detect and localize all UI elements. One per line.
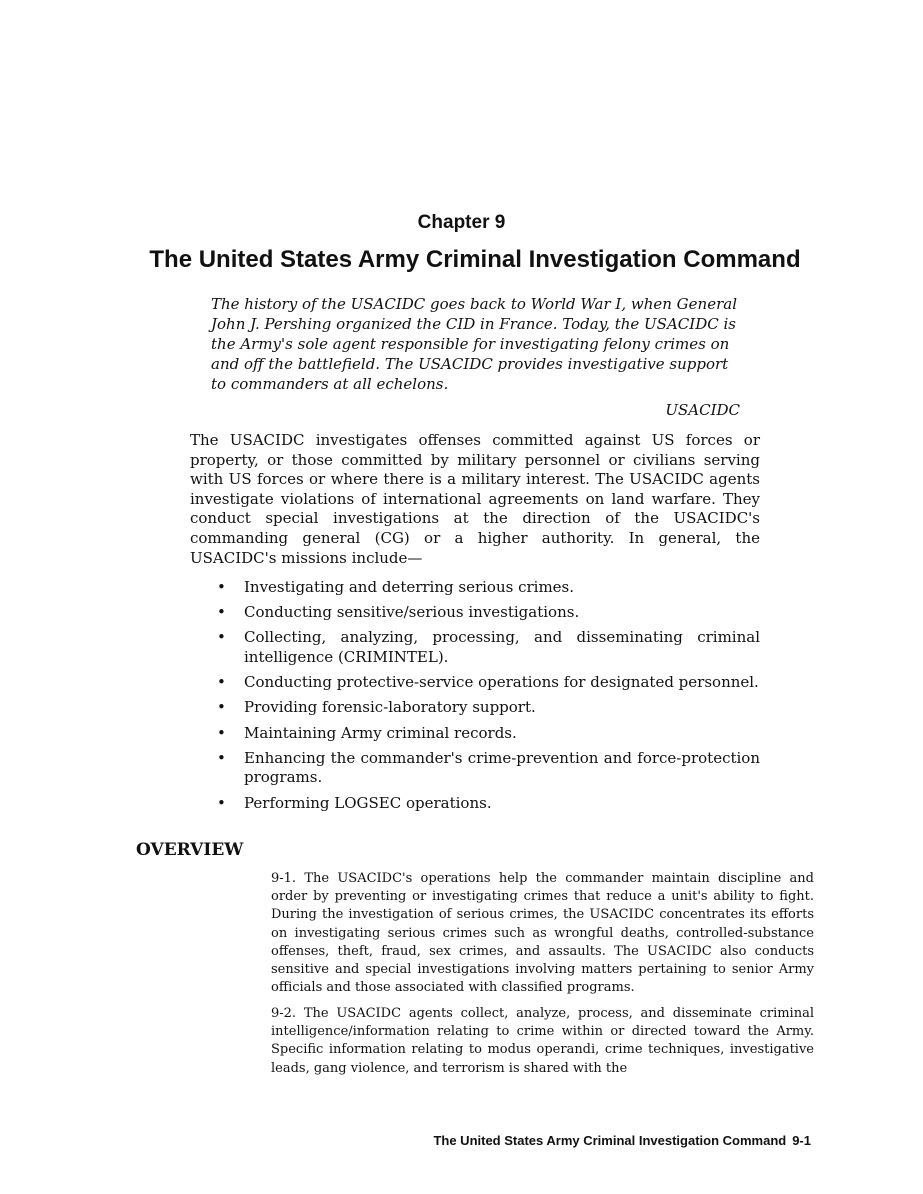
bullet-icon: • — [217, 748, 226, 767]
bullet-icon: • — [217, 673, 226, 692]
chapter-title: The United States Army Criminal Investigation Command — [149, 246, 801, 273]
list-item — [190, 749, 760, 788]
mission-text: Collecting, analyzing, processing, and disseminating criminal intelligence (CRIMINTEL). — [244, 628, 760, 666]
bullet-icon: • — [217, 603, 226, 622]
mission-text: Maintaining Army criminal records. — [244, 723, 517, 742]
paragraph-9-2: 9-2. The USACIDC agents collect, analyze, process, and disseminate criminal intelligence/information relating to crime within or directed toward the Army. Specific information relating to modus operandi, crime techniques, investigative leads, gang violence, and terrorism is shared with the — [271, 1006, 814, 1076]
bullet-icon: • — [217, 578, 226, 596]
footer-title: The United States Army Criminal Investigation Command — [433, 1133, 787, 1148]
page-footer — [433, 1133, 811, 1148]
overview-heading: OVERVIEW — [136, 840, 244, 860]
page-number: 9-1 — [792, 1133, 811, 1148]
mission-text: Enhancing the commander's crime-prevention and force-protection programs. — [244, 748, 760, 787]
mission-text: Conducting protective-service operations for designated personnel. — [244, 673, 759, 692]
list-item — [190, 673, 760, 693]
epigraph-text: The history of the USACIDC goes back to World War I, when General John J. Pershing organized the CID in France. Today, the USACIDC is the Army's sole agent responsible for investigating felony crimes on and off the battlefield. The USACIDC provides investigative support to commanders at all echelons. — [211, 295, 737, 393]
mission-text: Providing forensic-laboratory support. — [244, 698, 536, 717]
bullet-icon: • — [217, 698, 226, 717]
intro-paragraph: The USACIDC investigates offenses committed against US forces or property, or those committed by military personnel or civilians serving with US forces or where there is a military interest. The USACIDC agents investigate violations of international agreements on land warfare. They conduct special investigations at the direction of the USACIDC's commanding general (CG) or a higher authority. In general, the USACIDC's missions include— — [190, 431, 760, 567]
missions-list — [190, 578, 760, 819]
epigraph-source: USACIDC — [665, 401, 740, 419]
list-item — [190, 698, 760, 718]
mission-text: Conducting sensitive/serious investigations. — [244, 603, 580, 622]
bullet-icon: • — [217, 793, 226, 812]
bullet-icon: • — [217, 723, 226, 742]
mission-text: Investigating and deterring serious crimes. — [244, 578, 575, 596]
bullet-icon: • — [217, 628, 226, 647]
list-item — [190, 724, 760, 744]
list-item — [190, 628, 760, 667]
mission-text: Performing LOGSEC operations. — [244, 793, 492, 812]
list-item — [190, 578, 760, 598]
chapter-label: Chapter 9 — [417, 212, 506, 233]
list-item — [190, 794, 760, 814]
paragraph-9-1: 9-1. The USACIDC's operations help the commander maintain discipline and order by preventing or investigating crimes that reduce a unit's ability to fight. During the investigation of serious crimes, the USACIDC concentrates its efforts on investigating serious crimes such as wrongful deaths, controlled-substance offenses, theft, fraud, sex crimes, and assaults. The USACIDC also conducts sensitive and special investigations involving matters pertaining to senior Army officials and those associated with classified programs. — [271, 871, 814, 996]
list-item — [190, 603, 760, 623]
